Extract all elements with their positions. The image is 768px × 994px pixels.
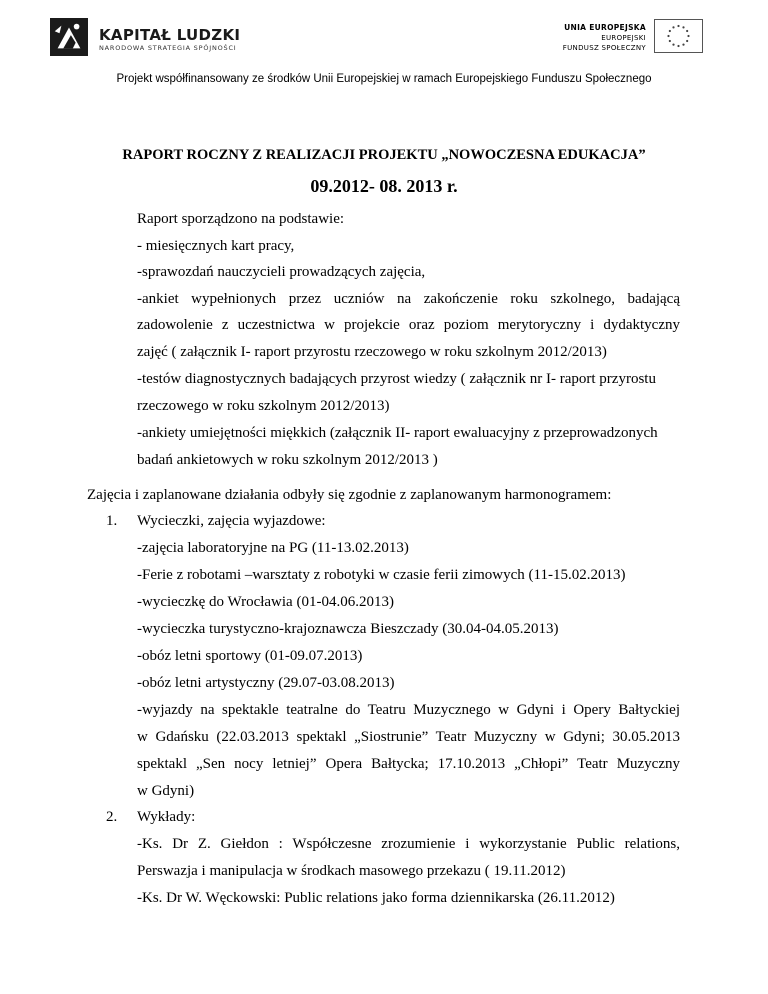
eu-star-icon <box>686 30 688 32</box>
list-item: -wyjazdy na spektakle teatralne do Teatru Muzycznego w Gdyni i Opery Bałtyckiej <box>137 702 680 718</box>
list-item: spektakl „Sen nocy letniej” Opera Bałtycka; 17.10.2013 „Chłopi” Teatr Muzyczny <box>137 756 680 772</box>
eu-line-1: UNIA EUROPEJSKA <box>564 23 646 32</box>
basis-line: badań ankietowych w roku szkolnym 2012/2013 ) <box>137 452 438 468</box>
list-item: -Ks. Dr W. Węckowski: Public relations jako forma dziennikarska (26.11.2012) <box>137 890 615 906</box>
basis-line: rzeczowego w roku szkolnym 2012/2013) <box>137 398 390 414</box>
eu-line-3: FUNDUSZ SPOŁECZNY <box>562 44 646 52</box>
section-heading: Wycieczki, zajęcia wyjazdowe: <box>137 513 326 529</box>
activities-intro: Zajęcia i zaplanowane działania odbyły się zgodnie z zaplanowanym harmonogramem: <box>87 487 612 503</box>
report-title: RAPORT ROCZNY Z REALIZACJI PROJEKTU „NOWOCZESNA EDUKACJA” <box>122 147 646 163</box>
kapital-ludzki-logo-icon <box>50 18 88 56</box>
eu-star-icon <box>686 40 688 42</box>
basis-line: - miesięcznych kart pracy, <box>137 238 295 254</box>
list-item: -Ks. Dr Z. Giełdon : Współczesne zrozumienie i wykorzystanie Public relations, <box>137 836 680 852</box>
eu-line-2: EUROPEJSKI <box>601 34 646 42</box>
eu-star-icon <box>682 44 684 46</box>
eu-star-icon <box>667 35 669 37</box>
report-period: 09.2012- 08. 2013 r. <box>310 176 458 196</box>
list-item: w Gdańsku (22.03.2013 spektakl „Siostrunie” Teatr Muzyczny w Gdyni; 30.05.2013 <box>137 729 680 745</box>
eu-flag-icon <box>654 19 703 53</box>
section-number: 2. <box>106 809 118 825</box>
eu-star-icon <box>682 26 684 28</box>
cofinancing-note: Projekt współfinansowany ze środków Unii Europejskiej w ramach Europejskiego Funduszu Społecznego <box>116 73 652 85</box>
list-item: w Gdyni) <box>137 783 195 799</box>
list-item: -obóz letni artystyczny (29.07-03.08.2013) <box>137 675 395 691</box>
list-item: -zajęcia laboratoryjne na PG (11-13.02.2013) <box>137 540 409 556</box>
kl-title: KAPITAŁ LUDZKI <box>99 26 241 44</box>
list-item: -Ferie z robotami –warsztaty z robotyki w czasie ferii zimowych (11-15.02.2013) <box>137 567 626 583</box>
kapital-ludzki-text <box>99 27 240 52</box>
kl-subtitle: NARODOWA STRATEGIA SPÓJNOŚCI <box>99 44 237 52</box>
list-item: -obóz letni sportowy (01-09.07.2013) <box>137 648 363 664</box>
basis-line: -ankiety umiejętności miękkich (załącznik II- raport ewaluacyjny z przeprowadzonych <box>137 425 658 441</box>
basis-line: -sprawozdań nauczycieli prowadzących zajęcia, <box>137 264 426 280</box>
section-number: 1. <box>106 513 118 529</box>
eu-label <box>563 22 646 53</box>
eu-star-icon <box>672 26 674 28</box>
list-item: Perswazja i manipulacja w środkach masowego przekazu ( 19.11.2012) <box>137 863 566 879</box>
basis-line: zajęć ( załącznik I- raport przyrostu rzeczowego w roku szkolnym 2012/2013) <box>137 344 607 360</box>
eu-star-icon <box>672 44 674 46</box>
list-item: -wycieczka turystyczno-krajoznawcza Bieszczady (30.04-04.05.2013) <box>137 621 559 637</box>
eu-star-icon <box>677 45 679 47</box>
basis-line: -ankiet wypełnionych przez uczniów na zakończenie roku szkolnego, badającą <box>137 291 680 307</box>
basis-intro: Raport sporządzono na podstawie: <box>137 211 345 227</box>
section-heading: Wykłady: <box>137 809 196 825</box>
eu-star-icon <box>669 40 671 42</box>
eu-star-icon <box>677 25 679 27</box>
list-item: -wycieczkę do Wrocławia (01-04.06.2013) <box>137 594 394 610</box>
basis-line: -testów diagnostycznych badających przyrost wiedzy ( załącznik nr I- raport przyrostu <box>137 371 656 387</box>
eu-star-icon <box>669 30 671 32</box>
basis-line: zadowolenie z uczestnictwa w projekcie oraz poziom merytoryczny i dydaktyczny <box>137 317 680 333</box>
eu-star-icon <box>687 35 689 37</box>
